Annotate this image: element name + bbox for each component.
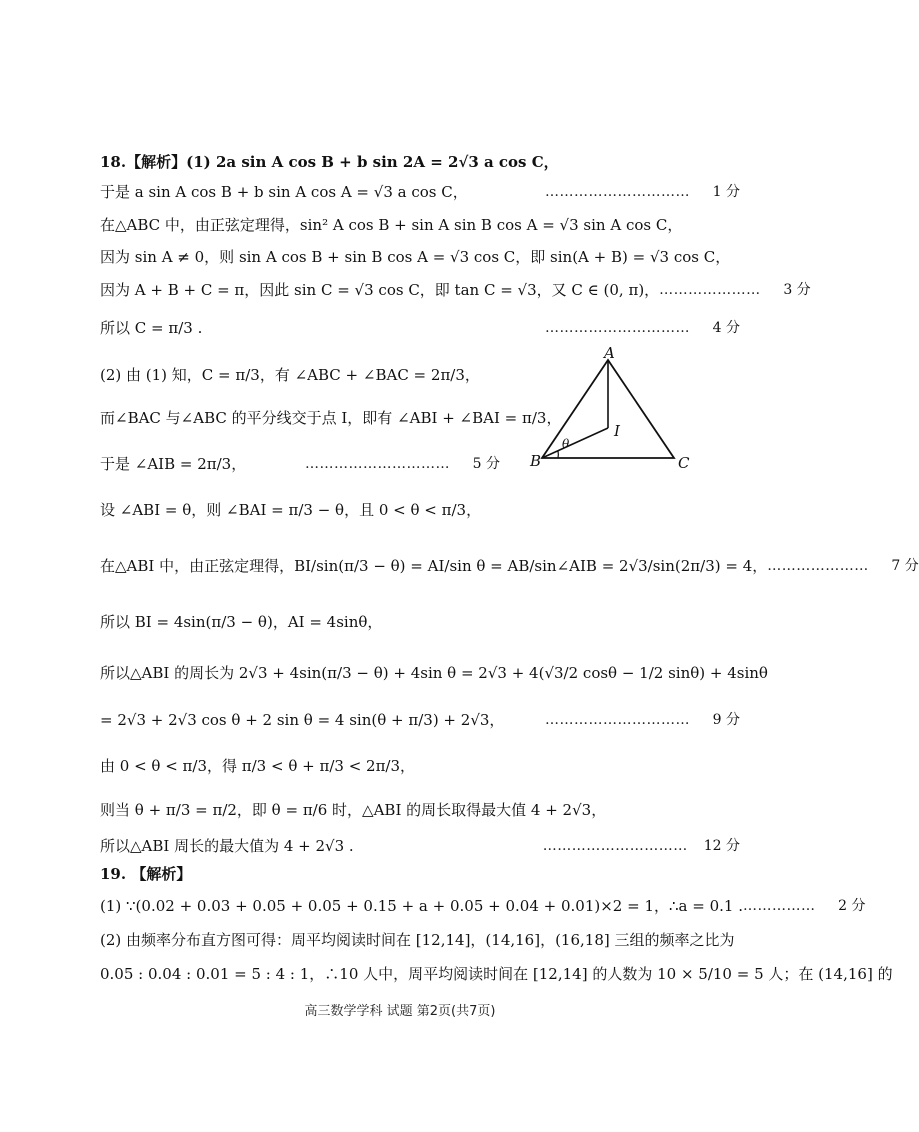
solution-18-heading-line <box>100 152 740 172</box>
score-label: 12 分 <box>703 838 740 854</box>
score-label: 5 分 <box>472 456 500 472</box>
line-text: 所以△ABI 的周长为 2√3 + 4sin(π/3 − θ) + 4sin θ = 2√3 + 4(√3/2 cosθ − 1/2 sinθ) + 4sinθ <box>100 664 768 682</box>
solution-line <box>100 454 500 474</box>
triangle-figure <box>528 344 708 472</box>
dot-leader: ………………………… <box>545 184 690 200</box>
solution-line <box>100 280 811 300</box>
score-marker <box>543 836 740 856</box>
score-label: 3 分 <box>783 282 811 298</box>
dot-leader: ………………… <box>659 282 761 298</box>
solution-line <box>100 182 740 202</box>
dot-leader: ………………………… <box>305 456 450 472</box>
line-text: (1) ∵(0.02 + 0.03 + 0.05 + 0.05 + 0.15 + a + 0.05 + 0.04 + 0.01)×2 = 1，∴a = 0.1 . <box>100 897 743 915</box>
score-marker <box>545 710 740 730</box>
score-marker <box>305 454 500 474</box>
solution-line <box>100 365 500 385</box>
solution-line <box>100 756 740 776</box>
line-text: 设 ∠ABI = θ，则 ∠BAI = π/3 − θ，且 0 < θ < π/3， <box>100 501 482 519</box>
solution-line <box>100 930 740 950</box>
line-text: 于是 ∠AIB = 2π/3， <box>100 455 247 473</box>
score-label: 7 分 <box>891 558 919 574</box>
line-text: 而∠BAC 与∠ABC 的平分线交于点 I，即有 ∠ABI + ∠BAI = π/3， <box>100 409 562 427</box>
line-text: 所以 C = π/3 . <box>100 319 203 337</box>
line-text: 19. 【解析】 <box>100 865 192 883</box>
solution-line <box>100 556 919 576</box>
score-marker <box>767 556 919 576</box>
score-label: 1 分 <box>712 184 740 200</box>
solution-line <box>100 408 562 428</box>
solution-line <box>100 896 866 916</box>
line-text: (2) 由频率分布直方图可得：周平均阅读时间在 [12,14]，(14,16]，(16,18] 三组的频率之比为 <box>100 931 735 949</box>
line-text: = 2√3 + 2√3 cos θ + 2 sin θ = 4 sin(θ + π/3) + 2√3， <box>100 711 505 729</box>
theta-label: θ <box>562 437 570 451</box>
score-label: 9 分 <box>712 712 740 728</box>
line-text: 18.【解析】(1) 2a sin A cos B + b sin 2A = 2√3 a cos C， <box>100 153 559 171</box>
line-text: 由 0 < θ < π/3，得 π/3 < θ + π/3 < 2π/3， <box>100 757 416 775</box>
score-label: 2 分 <box>838 898 866 914</box>
line-text: (2) 由 (1) 知，C = π/3，有 ∠ABC + ∠BAC = 2π/3， <box>100 366 480 384</box>
line-text: 因为 sin A ≠ 0，则 sin A cos B + sin B cos A = √3 cos C，即 sin(A + B) = √3 cos C， <box>100 248 731 266</box>
solution-line <box>100 800 740 820</box>
dot-leader: …………… <box>742 898 816 914</box>
line-text: 所以 BI = 4sin(π/3 − θ)，AI = 4sinθ， <box>100 613 383 631</box>
score-marker <box>659 280 811 300</box>
solution-line <box>100 710 740 730</box>
line-text: 在△ABC 中，由正弦定理得，sin² A cos B + sin A sin B cos A = √3 sin A cos C， <box>100 216 683 234</box>
score-marker <box>545 182 740 202</box>
dot-leader: ………………………… <box>542 838 688 854</box>
vertex-a-label: A <box>604 344 615 362</box>
solution-line <box>100 215 740 235</box>
score-marker <box>545 318 740 338</box>
line-text: 则当 θ + π/3 = π/2，即 θ = π/6 时，△ABI 的周长取得最大值 4 + 2√3， <box>100 801 607 819</box>
dot-leader: ………………… <box>767 558 869 574</box>
dot-leader: ………………………… <box>545 712 690 728</box>
solution-19-heading-line <box>100 864 740 884</box>
score-marker <box>743 896 866 916</box>
solution-line <box>100 247 740 267</box>
solution-line <box>100 500 740 520</box>
line-text: 在△ABI 中，由正弦定理得，BI/sin(π/3 − θ) = AI/sin θ = AB/sin∠AIB = 2√3/sin(2π/3) = 4， <box>100 557 768 575</box>
line-text: 0.05 : 0.04 : 0.01 = 5 : 4 : 1，∴10 人中，周平均阅读时间在 [12,14] 的人数为 10 × 5/10 = 5 人；在 (14,16] 的 <box>100 965 893 983</box>
point-i-label: I <box>614 422 620 440</box>
vertex-c-label: C <box>678 454 690 472</box>
solution-line <box>100 663 768 683</box>
score-label: 4 分 <box>712 320 740 336</box>
vertex-b-label: B <box>530 452 542 470</box>
line-text: 所以△ABI 周长的最大值为 4 + 2√3 . <box>100 837 354 855</box>
line-text: 因为 A + B + C = π，因此 sin C = √3 cos C，即 tan C = √3，又 C ∈ (0, π)， <box>100 281 660 299</box>
page-footer: 高三数学学科 试题 第2页(共7页) <box>304 1004 496 1019</box>
solution-line <box>100 964 893 984</box>
solution-line <box>100 612 740 632</box>
solution-line <box>100 318 740 338</box>
line-text: 于是 a sin A cos B + b sin A cos A = √3 a cos C， <box>100 183 468 201</box>
solution-line <box>100 836 740 856</box>
dot-leader: ………………………… <box>545 320 690 336</box>
